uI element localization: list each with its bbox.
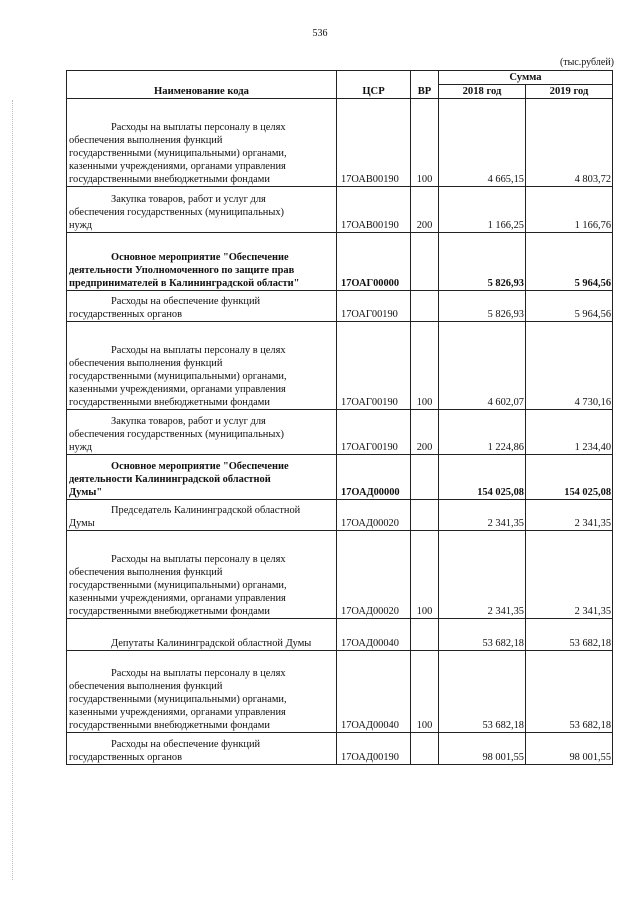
name-line: казенными учреждениями, органами управления (69, 593, 286, 604)
cell-name (67, 233, 337, 291)
unit-label: (тыс.рублей) (559, 57, 614, 68)
header-vr: ВР (411, 71, 439, 99)
cell-vr (411, 733, 439, 765)
table-row (67, 651, 613, 733)
header-year-2019: 2019 год (526, 85, 613, 99)
header-year-2018: 2018 год (439, 85, 526, 99)
cell-csr: 17ОАД00020 (337, 500, 411, 531)
name-line: государственными внебюджетными фондами (69, 397, 270, 408)
name-line: Закупка товаров, работ и услуг для (111, 194, 266, 205)
name-line: обеспечения государственных (муниципальных) (69, 207, 285, 218)
header-name: Наименование кода (67, 71, 337, 99)
cell-2018: 154 025,08 (439, 455, 526, 500)
cell-vr (411, 233, 439, 291)
cell-name (67, 733, 337, 765)
cell-2019: 53 682,18 (526, 651, 613, 733)
name-line: Основное мероприятие "Обеспечение (111, 461, 289, 472)
name-line: обеспечения выполнения функций (69, 681, 223, 692)
name-line: предпринимателей в Калининградской области" (69, 278, 300, 289)
name-line: Расходы на обеспечение функций (111, 739, 261, 750)
name-line: деятельности Калининградской областной (69, 474, 271, 485)
table-row (67, 619, 613, 651)
cell-name (67, 322, 337, 410)
name-line: обеспечения выполнения функций (69, 358, 223, 369)
cell-csr: 17ОАГ00190 (337, 410, 411, 455)
table-row (67, 531, 613, 619)
table-row (67, 187, 613, 233)
cell-vr (411, 455, 439, 500)
cell-name (67, 619, 337, 651)
name-line: нужд (69, 220, 93, 231)
cell-2018: 5 826,93 (439, 291, 526, 322)
cell-2018: 53 682,18 (439, 619, 526, 651)
name-line: Думы" (69, 487, 103, 498)
cell-2019: 1 166,76 (526, 187, 613, 233)
cell-2019: 2 341,35 (526, 531, 613, 619)
cell-name (67, 455, 337, 500)
table-row (67, 291, 613, 322)
name-line: государственных органов (69, 309, 182, 320)
cell-2019: 53 682,18 (526, 619, 613, 651)
page-number: 536 (312, 28, 328, 39)
name-line: казенными учреждениями, органами управления (69, 384, 286, 395)
cell-2019: 98 001,55 (526, 733, 613, 765)
name-line: Расходы на выплаты персоналу в целях (111, 668, 286, 679)
name-line: обеспечения выполнения функций (69, 567, 223, 578)
cell-2018: 2 341,35 (439, 500, 526, 531)
header-csr: ЦСР (337, 71, 411, 99)
name-line: государственными внебюджетными фондами (69, 174, 270, 185)
name-line: казенными учреждениями, органами управления (69, 707, 286, 718)
cell-name (67, 187, 337, 233)
table-row (67, 322, 613, 410)
header-sum: Сумма (439, 71, 613, 85)
name-line: Основное мероприятие "Обеспечение (111, 252, 289, 263)
name-line: обеспечения государственных (муниципальных) (69, 429, 285, 440)
cell-2019: 1 234,40 (526, 410, 613, 455)
cell-2019: 4 803,72 (526, 99, 613, 187)
table-row (67, 455, 613, 500)
cell-2019: 5 964,56 (526, 291, 613, 322)
table-row (67, 500, 613, 531)
page-edge-marks (12, 100, 14, 880)
cell-2018: 5 826,93 (439, 233, 526, 291)
cell-name (67, 410, 337, 455)
cell-vr: 200 (411, 187, 439, 233)
name-line: государственными внебюджетными фондами (69, 606, 270, 617)
name-line: Закупка товаров, работ и услуг для (111, 416, 266, 427)
cell-name (67, 500, 337, 531)
cell-2019: 4 730,16 (526, 322, 613, 410)
cell-2018: 4 602,07 (439, 322, 526, 410)
cell-csr: 17ОАД00020 (337, 531, 411, 619)
cell-2018: 2 341,35 (439, 531, 526, 619)
cell-2018: 53 682,18 (439, 651, 526, 733)
table-row (67, 733, 613, 765)
name-line: Председатель Калининградской областной (111, 505, 301, 516)
name-line: государственными (муниципальными) органами, (69, 148, 287, 159)
name-line: Думы (69, 518, 95, 529)
cell-csr: 17ОАД00040 (337, 651, 411, 733)
cell-2018: 4 665,15 (439, 99, 526, 187)
cell-vr: 100 (411, 99, 439, 187)
cell-csr: 17ОАГ00000 (337, 233, 411, 291)
name-line: государственными (муниципальными) органами, (69, 694, 287, 705)
name-line: деятельности Уполномоченного по защите прав (69, 265, 295, 276)
cell-csr: 17ОАВ00190 (337, 187, 411, 233)
cell-2019: 154 025,08 (526, 455, 613, 500)
name-line: государственными внебюджетными фондами (69, 720, 270, 731)
name-line: Расходы на выплаты персоналу в целях (111, 554, 286, 565)
cell-vr (411, 619, 439, 651)
name-line: Расходы на выплаты персоналу в целях (111, 345, 286, 356)
name-line: государственными (муниципальными) органами, (69, 371, 287, 382)
cell-csr: 17ОАГ00190 (337, 322, 411, 410)
cell-vr: 100 (411, 322, 439, 410)
cell-2018: 1 166,25 (439, 187, 526, 233)
name-line: государственных органов (69, 752, 182, 763)
cell-vr: 100 (411, 531, 439, 619)
cell-csr: 17ОАГ00190 (337, 291, 411, 322)
table-row (67, 233, 613, 291)
name-line: Депутаты Калининградской областной Думы (111, 638, 312, 649)
name-line: казенными учреждениями, органами управления (69, 161, 286, 172)
name-line: нужд (69, 442, 93, 453)
cell-vr (411, 291, 439, 322)
name-line: обеспечения выполнения функций (69, 135, 223, 146)
cell-csr: 17ОАД00040 (337, 619, 411, 651)
cell-name (67, 651, 337, 733)
cell-vr: 100 (411, 651, 439, 733)
table-row (67, 410, 613, 455)
cell-csr: 17ОАД00190 (337, 733, 411, 765)
name-line: Расходы на выплаты персоналу в целях (111, 122, 286, 133)
cell-vr: 200 (411, 410, 439, 455)
cell-name (67, 291, 337, 322)
cell-csr: 17ОАД00000 (337, 455, 411, 500)
cell-vr (411, 500, 439, 531)
cell-name (67, 531, 337, 619)
table-body (67, 99, 613, 765)
cell-2018: 1 224,86 (439, 410, 526, 455)
cell-2019: 5 964,56 (526, 233, 613, 291)
budget-table (66, 70, 613, 765)
name-line: Расходы на обеспечение функций (111, 296, 261, 307)
table-row (67, 99, 613, 187)
cell-csr: 17ОАВ00190 (337, 99, 411, 187)
cell-2019: 2 341,35 (526, 500, 613, 531)
cell-name (67, 99, 337, 187)
name-line: государственными (муниципальными) органами, (69, 580, 287, 591)
cell-2018: 98 001,55 (439, 733, 526, 765)
